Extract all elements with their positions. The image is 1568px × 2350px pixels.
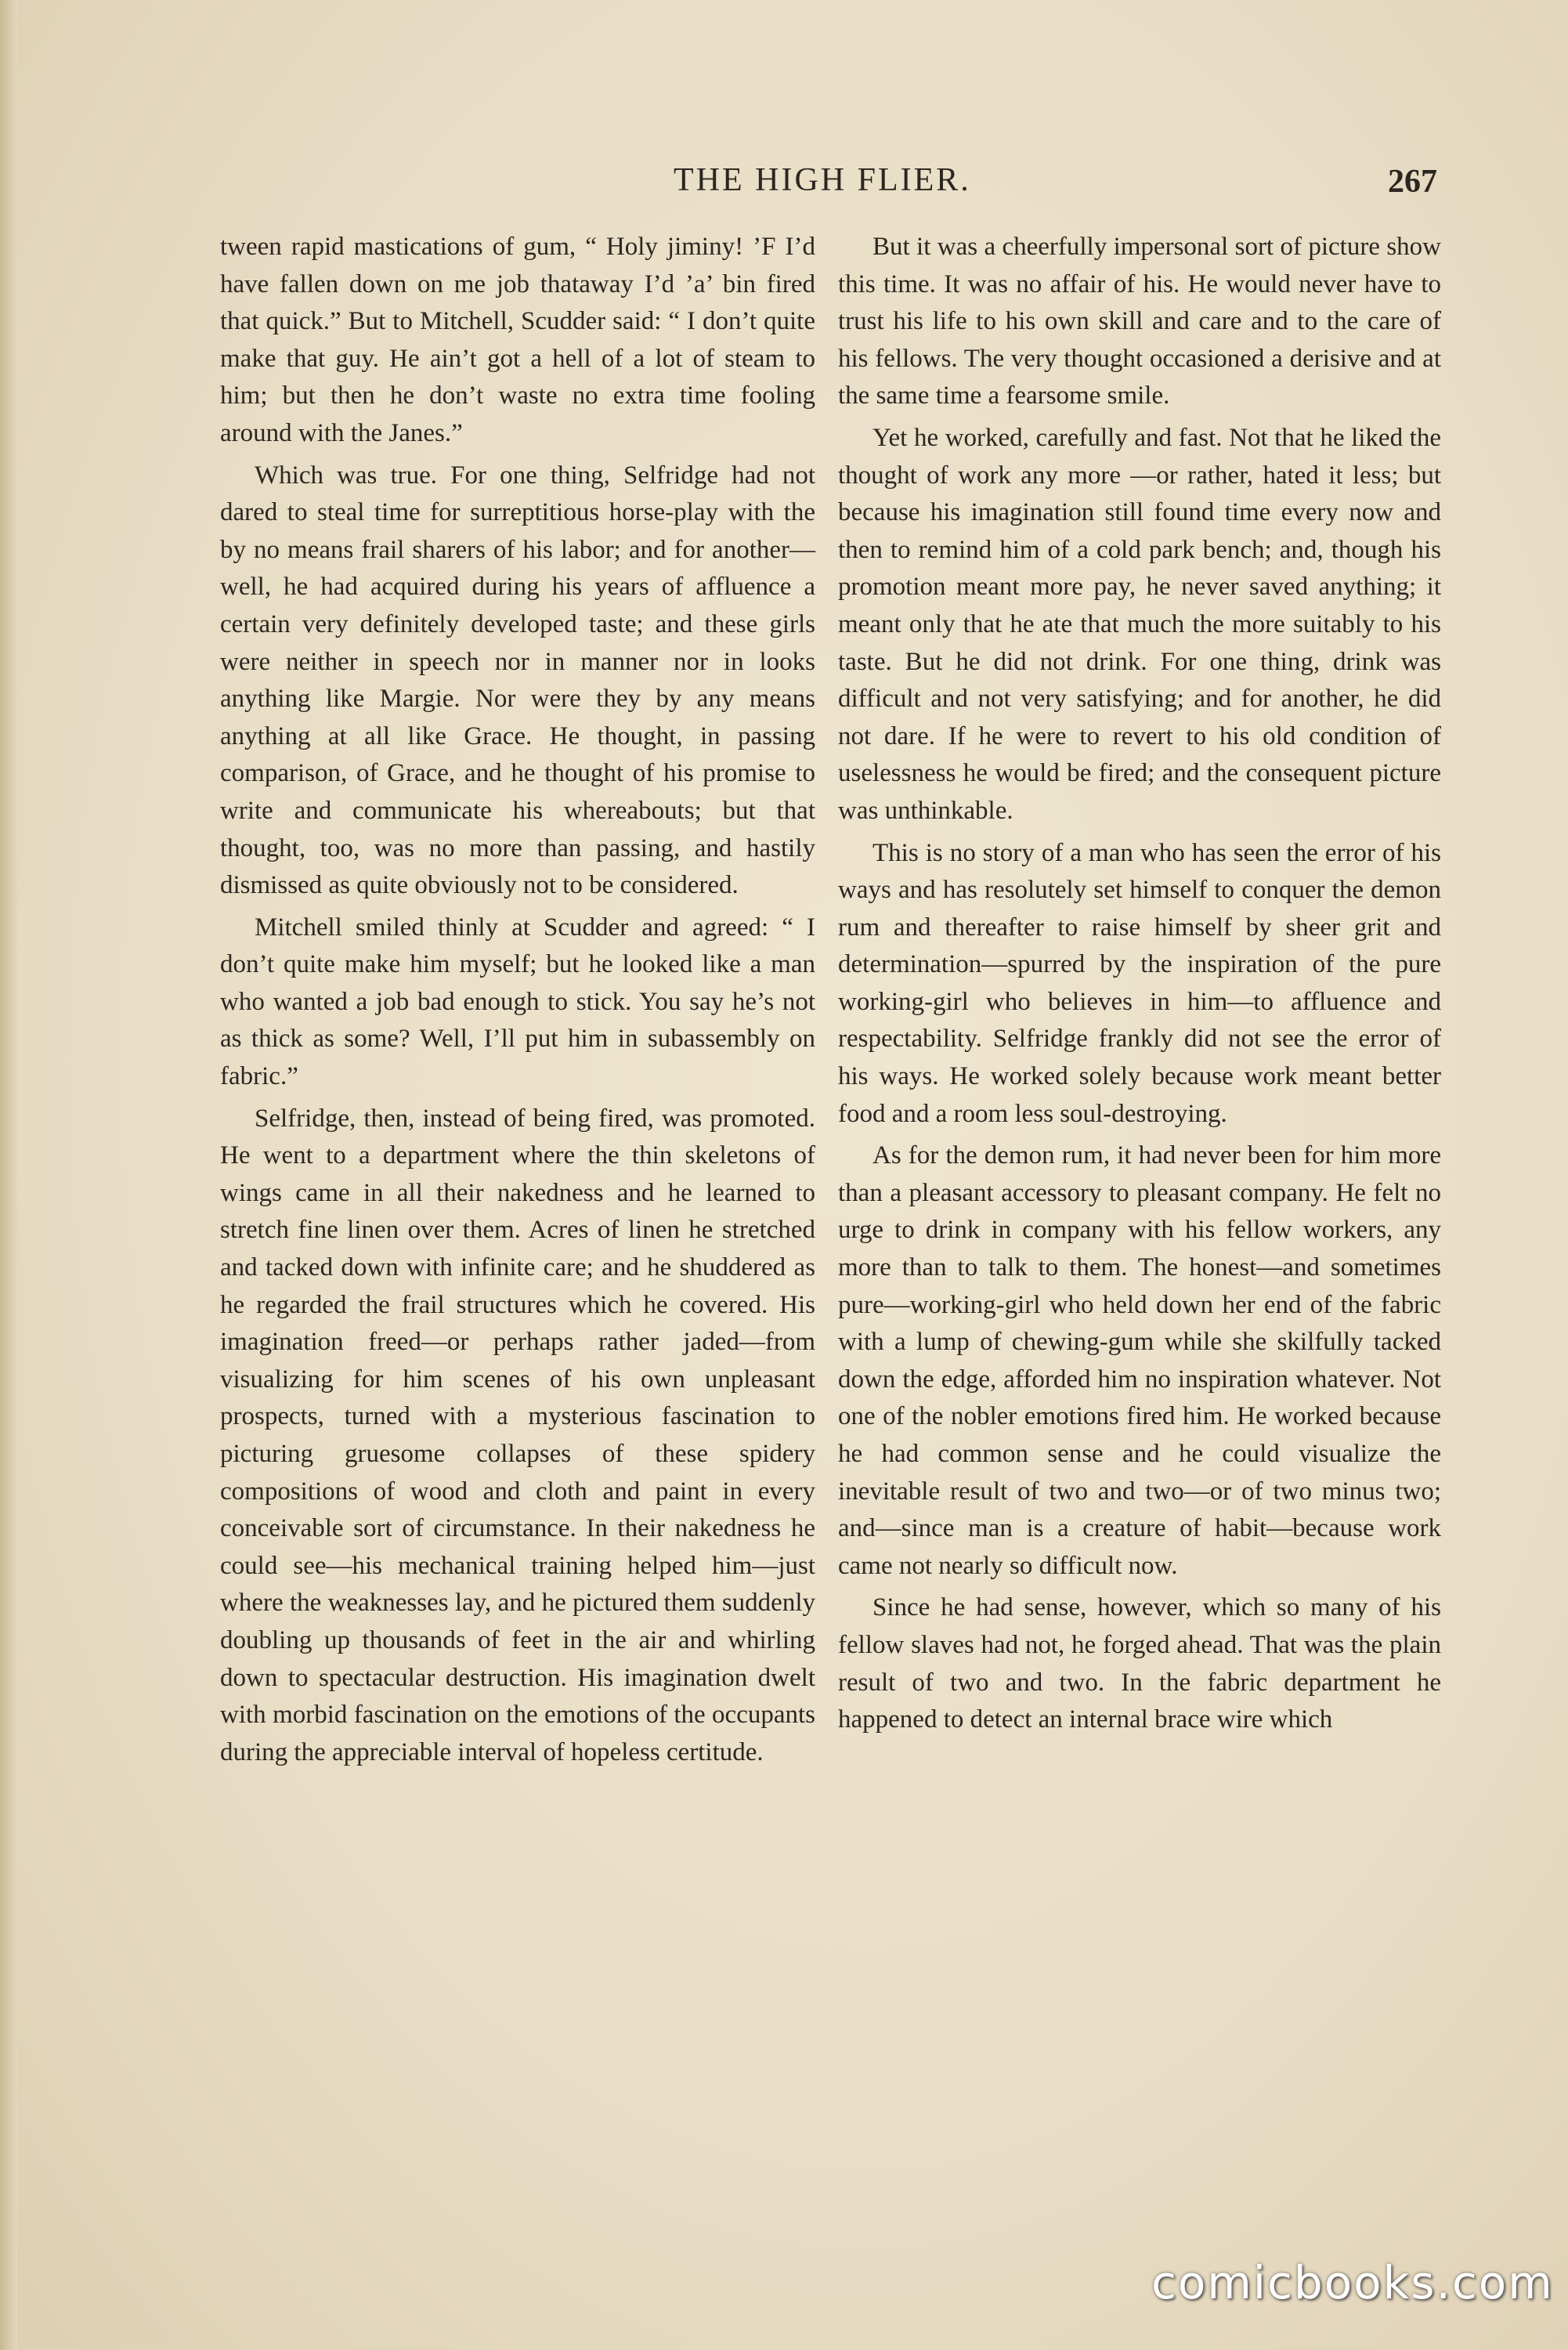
paragraph: Selfridge, then, instead of being fired, was promoted. He went to a department where the thin skeletons of wings came in all their nakedness and he learned to stretch fine linen over them. Acres of linen he stretched and tacked down with infinite care; and he shuddered as he regarded the frail structures which he covered. His imagination freed—or perhaps rather jaded—from visualizing for him scenes of his own unpleasant prospects, turned with a mysterious fascination to picturing gruesome collapses of these spidery compositions of wood and cloth and paint in every conceivable sort of circumstance. In their nakedness he could see—his mechanical training helped him—just where the weaknesses lay, and he pictured them suddenly doubling up thousands of feet in the air and whirling down to spectacular destruction. His imagination dwelt with morbid fascination on the emotions of the occupants during the appreciable interval of hopeless certitude.: [220, 1104, 815, 1766]
paragraph: As for the demon rum, it had never been for him more than a pleasant accessory to pleasant company. He felt no urge to drink in company with his fellow workers, any more than to talk to them. The honest—and sometimes pure—working-girl who held down her end of the fabric with a lump of chewing-gum while she skilfully tacked down the edge, afforded him no inspiration whatever. Not one of the nobler emotions fired him. He worked because he had common sense and he could visualize the inevitable result of two and two—or of two minus two; and—since man is a creature of habit—because work came not nearly so difficult now.: [838, 1141, 1441, 1580]
page-number: 267: [1388, 164, 1437, 200]
paragraph: Yet he worked, carefully and fast. Not that he liked the thought of work any more —or rather, hated it less; but because his imagination still found time every now and then to remind him of a cold park bench; and, though his promotion meant more pay, he never saved anything; it meant only that he ate that much the more suitably to his taste. But he did not drink. For one thing, drink was difficult and not very satisfying; and for another, he did not dare. If he were to revert to his old condition of uselessness he would be fired; and the consequent picture was unthinkable.: [838, 423, 1441, 825]
paragraph: But it was a cheerfully impersonal sort of picture show this time. It was no affair of his. He would never have to trust his life to his own skill and care and to the care of his fellows. The very thought occasioned a derisive and at the same time a fearsome smile.: [838, 233, 1441, 410]
paragraph: Since he had sense, however, which so many of his fellow slaves had not, he forged ahead. That was the plain result of two and two. In the fabric department he happened to detect an internal brace wire which: [838, 1593, 1441, 1734]
text-column-left: [220, 229, 815, 1771]
text-column-right: [838, 229, 1441, 1739]
paragraph: This is no story of a man who has seen the error of his ways and has resolutely set himself to conquer the demon rum and thereafter to raise himself by sheer grit and determination—spurred by the inspiration of the pure working-girl who believes in him—to affluence and respectability. Selfridge frankly did not see the error of his ways. He worked solely because work meant better food and a room less soul-destroying.: [838, 838, 1441, 1128]
paragraph: Which was true. For one thing, Selfridge had not dared to steal time for surreptitious horse-play with the by no means frail sharers of his labor; and for another—well, he had acquired during his years of affluence a certain very definitely developed taste; and these girls were neither in speech nor in manner nor in looks anything like Margie. Nor were they by any means anything at all like Grace. He thought, in passing comparison, of Grace, and he thought of his promise to write and communicate his whereabouts; but that thought, too, was no more than passing, and hastily dismissed as quite obviously not to be considered.: [220, 461, 815, 900]
page-spine-shadow: [0, 0, 17, 2350]
site-watermark: comicbooks.com: [1151, 2256, 1554, 2309]
paragraph: Mitchell smiled thinly at Scudder and agreed: “ I don’t quite make him myself; but he looked like a man who wanted a job bad enough to stick. You say he’s not as thick as some? Well, I’ll put him in subassembly on fabric.”: [220, 913, 815, 1091]
paragraph: tween rapid mastications of gum, “ Holy jiminy! ’F I’d have fallen down on me job thataway I’d ’a’ bin fired that quick.” But to Mitchell, Scudder said: “ I don’t quite make that guy. He ain’t got a hell of a lot of steam to him; but then he don’t waste no extra time fooling around with the Janes.”: [220, 233, 815, 447]
running-head-title: THE HIGH FLIER.: [674, 162, 971, 198]
